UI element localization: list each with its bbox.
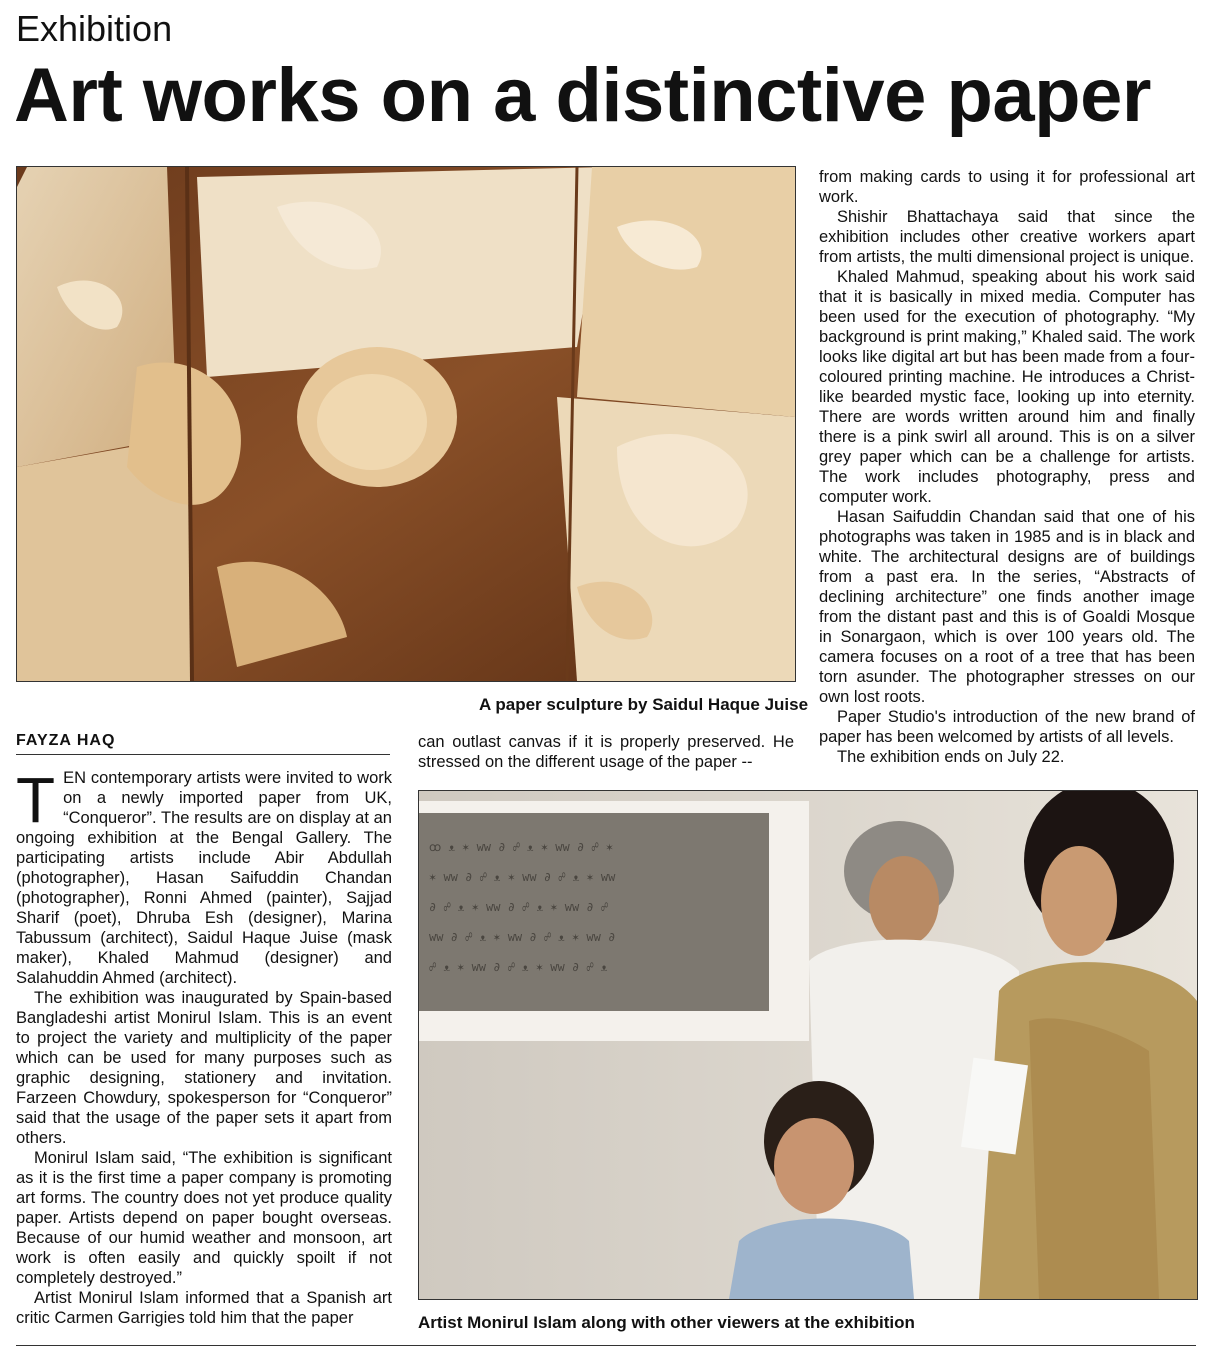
paragraph: from making cards to using it for professional art work. xyxy=(819,168,1195,206)
svg-text:✶ ww ∂ ☍ ᴥ ✶ ww ∂ ☍ ᴥ ✶ ww: ✶ ww ∂ ☍ ᴥ ✶ ww ∂ ☍ ᴥ ✶ ww xyxy=(429,870,616,884)
bottom-divider xyxy=(16,1345,1196,1346)
svg-text:ww ∂ ☍ ᴥ ✶ ww ∂ ☍ ᴥ ✶ ww ∂: ww ∂ ☍ ᴥ ✶ ww ∂ ☍ ᴥ ✶ ww ∂ xyxy=(429,930,616,944)
paragraph: can outlast canvas if it is properly preserved. He stressed on the different usage of the paper -- xyxy=(418,733,794,771)
paragraph: Monirul Islam said, “The exhibition is significant as it is the first time a paper company is promoting art forms. The country does not yet produce quality paper. Artists depend on paper bought overseas. Because of our humid weather and monsoon, art work is often easily and quickly spoilt if not completely destroyed.” xyxy=(16,1149,392,1287)
sculpture-caption: A paper sculpture by Saidul Haque Juise xyxy=(479,695,809,714)
article-column-2 xyxy=(418,732,794,772)
article-column-1 xyxy=(16,764,392,1328)
svg-text:∂ ☍ ᴥ ✶ ww ∂ ☍ ᴥ ✶ ww ∂ ☍: ∂ ☍ ᴥ ✶ ww ∂ ☍ ᴥ ✶ ww ∂ ☍ xyxy=(429,900,609,914)
paragraph: Hasan Saifuddin Chandan said that one of his photographs was taken in 1985 and is in black and white. The architectural designs are of buildings from a past era. In the series, “Abstracts of declining architecture” one finds another image from the distant past and this is of Goaldi Mosque in Sonargaon, which is over 100 years old. The camera focuses on a root of a tree that has been torn asunder. The photographer stresses on our own lost roots. xyxy=(819,508,1195,706)
paragraph: TEN contemporary artists were invited to work on a newly imported paper from UK, “Conqueror”. The results are on display at an ongoing exhibition at the Bengal Gallery. The participating artists include Abir Abdullah (photographer), Hasan Saifuddin Chandan (photographer), Ronni Ahmed (painter), Sajjad Sharif (poet), Dhruba Esh (designer), Marina Tabussum (architect), Saidul Haque Juise (mask maker), Khaled Mahmud (designer) and Salahuddin Ahmed (architect). xyxy=(16,764,392,987)
section-label: Exhibition xyxy=(16,8,173,49)
svg-text:☍ ᴥ ✶ ww ∂ ☍ ᴥ ✶ ww ∂ ☍ ᴥ: ☍ ᴥ ✶ ww ∂ ☍ ᴥ ✶ ww ∂ ☍ ᴥ xyxy=(429,960,608,974)
paragraph: Shishir Bhattachaya said that since the exhibition includes other creative workers apart from artists, the multi dimensional project is unique. xyxy=(819,208,1195,266)
paragraph: Khaled Mahmud, speaking about his work said that it is basically in mixed media. Computer has been used for the execution of photography. “My background is print making,” Khaled said. The work looks like digital art but has been made from a four-coloured printing machine. He introduces a Christ-like bearded mystic face, looking up into eternity. There are words written around him and finally there is a pink swirl all around. This is on a silver grey paper which can be a challenge for artists. The work includes photography, press and computer work. xyxy=(819,268,1195,506)
svg-text:ꝏ ᴥ ✶ ww ∂ ☍ ᴥ ✶ ww ∂ ☍ ✶: ꝏ ᴥ ✶ ww ∂ ☍ ᴥ ✶ ww ∂ ☍ ✶ xyxy=(429,840,614,854)
sculpture-photo xyxy=(16,166,796,682)
viewers-photo xyxy=(418,790,1198,1300)
drop-cap: T xyxy=(16,764,56,836)
byline: FAYZA HAQ xyxy=(16,732,116,749)
article-column-3 xyxy=(819,167,1195,767)
paragraph: Paper Studio's introduction of the new brand of paper has been welcomed by artists of all levels. xyxy=(819,708,1195,746)
paragraph: The exhibition was inaugurated by Spain-based Bangladeshi artist Monirul Islam. This is an event to project the variety and multiplicity of the paper which can be used for many purposes such as graphic designing, stationery and invitation. Farzeen Chowdury, spokesperson for “Conqueror” said that the usage of the paper sets it apart from others. xyxy=(16,989,392,1147)
headline: Art works on a distinctive paper xyxy=(14,53,1151,138)
paragraph: Artist Monirul Islam informed that a Spanish art critic Carmen Garrigies told him that the paper xyxy=(16,1289,392,1327)
viewers-caption: Artist Monirul Islam along with other viewers at the exhibition xyxy=(418,1313,915,1332)
byline-divider xyxy=(16,754,390,755)
paragraph: The exhibition ends on July 22. xyxy=(837,748,1065,766)
